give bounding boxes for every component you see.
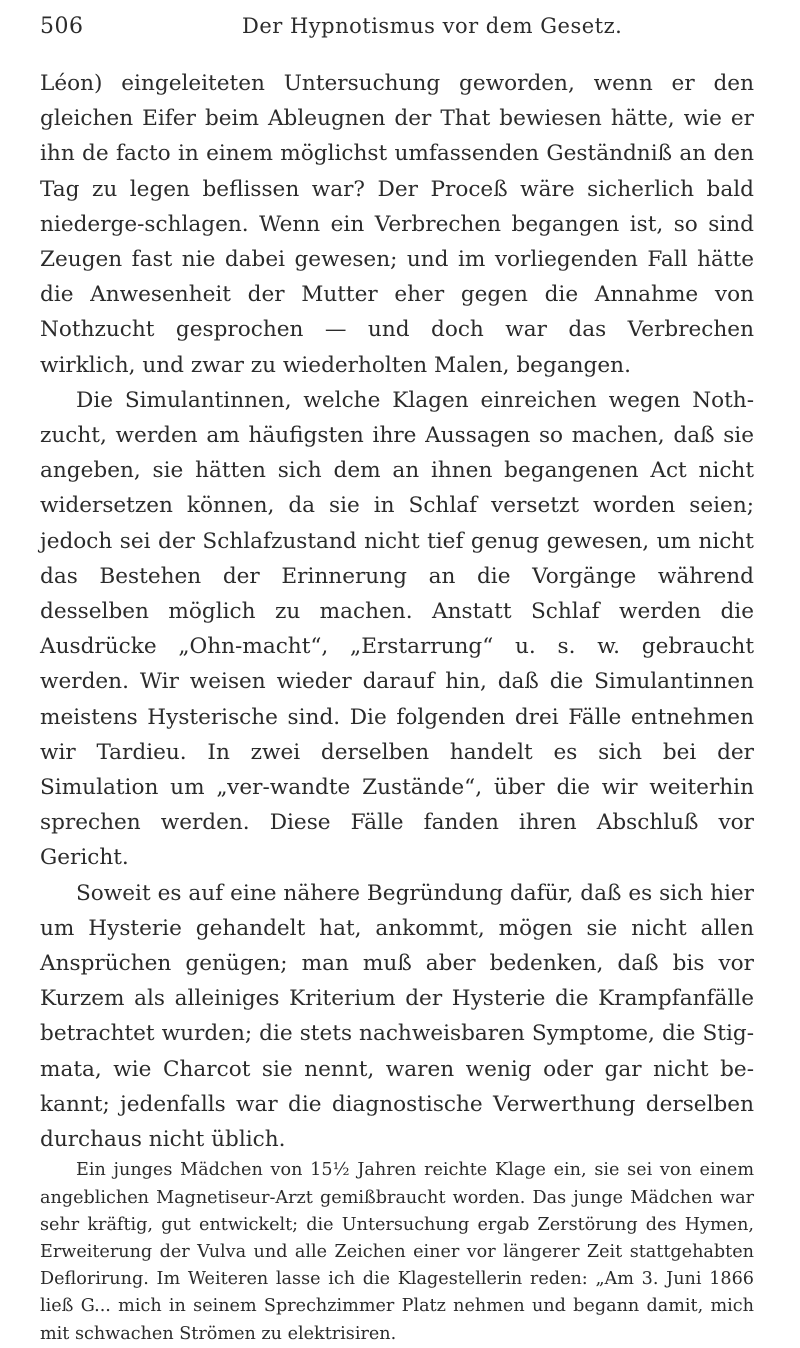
running-title: Der Hypnotismus vor dem Gesetz. bbox=[242, 14, 623, 38]
page-number: 506 bbox=[40, 14, 84, 39]
paragraph: Die Simulantinnen, welche Klagen einreichen wegen Noth-zucht, werden am häufigsten ihre Aussagen so machen, daß sie angeben, sie hätten sich dem an ihnen begangenen Act nicht widersetzen können, da sie in Schlaf versetzt worden seien; jedoch sei der Schlafzustand nicht tief genug gewesen, um nicht das Bestehen der Erinnerung an die Vorgänge während desselben möglich zu machen. Anstatt Schlaf werden die Ausdrücke „Ohn-macht“, „Erstarrung“ u. s. w. gebraucht werden. Wir weisen wieder darauf hin, daß die Simulantinnen meistens Hysterische sind. Die folgenden drei Fälle entnehmen wir Tardieu. In zwei derselben handelt es sich bei der Simulation um „ver-wandte Zustände“, über die wir weiterhin sprechen werden. Diese Fälle fanden ihren Abschluß vor Gericht. bbox=[40, 387, 754, 871]
body-text bbox=[40, 66, 754, 1157]
case-report bbox=[40, 1157, 754, 1347]
paragraph: Soweit es auf eine nähere Begründung dafür, daß es sich hier um Hysterie gehandelt hat, ankommt, mögen sie nicht allen Ansprüchen genügen; man muß aber bedenken, daß bis vor Kurzem als alleiniges Kriterium der Hysterie die Krampfanfälle betrachtet wurden; die stets nachweisbaren Symptome, die Stig-mata, wie Charcot sie nennt, waren wenig oder gar nicht be-kannt; jedenfalls war die diagnostische Verwerthung derselben durchaus nicht üblich. bbox=[40, 880, 754, 1153]
case-paragraph: Ein junges Mädchen von 15½ Jahren reichte Klage ein, sie sei von einem angeblichen Magnetiseur-Arzt gemißbraucht worden. Das junge Mädchen war sehr kräftig, gut entwickelt; die Untersuchung ergab Zerstörung des Hymen, Erweiterung der Vulva und alle Zeichen einer vor längerer Zeit stattgehabten Deflorirung. Im Weiteren lasse ich die Klagestellerin reden: „Am 3. Juni 1866 ließ G... mich in seinem Sprechzimmer Platz nehmen und begann damit, mich mit schwachen Strömen zu elektrisiren. bbox=[40, 1160, 754, 1344]
running-head bbox=[40, 14, 754, 66]
paragraph: Léon) eingeleiteten Untersuchung geworden, wenn er den gleichen Eifer beim Ableugnen der That bewiesen hätte, wie er ihn de facto in einem möglichst umfassenden Geständniß an den Tag zu legen beflissen war? Der Proceß wäre sicherlich bald niederge-schlagen. Wenn ein Verbrechen begangen ist, so sind Zeugen fast nie dabei gewesen; und im vorliegenden Fall hätte die Anwesenheit der Mutter eher gegen die Annahme von Nothzucht gesprochen — und doch war das Verbrechen wirklich, und zwar zu wiederholten Malen, begangen. bbox=[40, 71, 754, 378]
